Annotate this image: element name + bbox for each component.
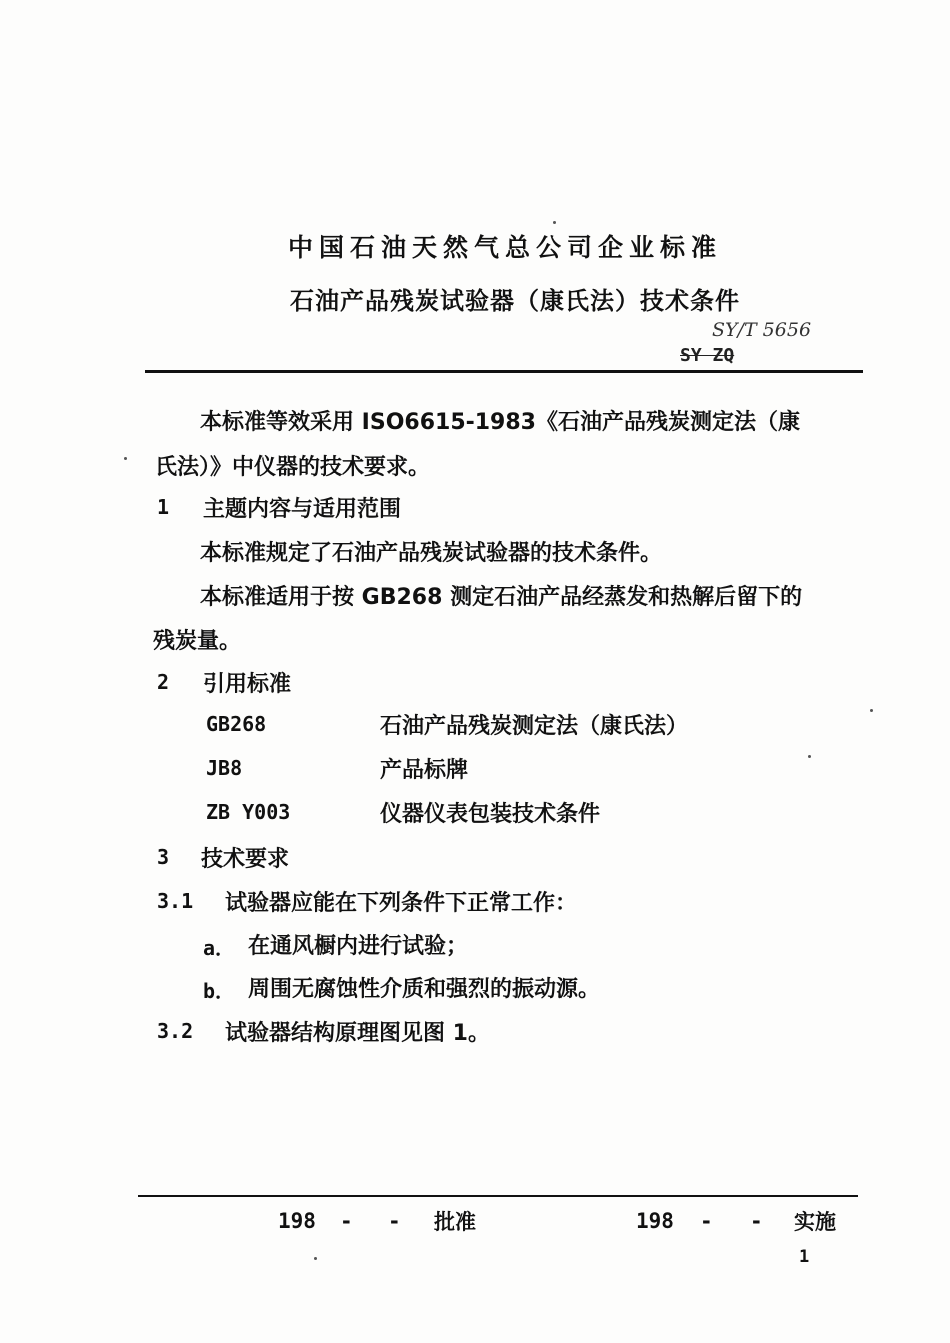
section-1-paragraph-1: 本标准规定了石油产品残炭试验器的技术条件。: [200, 541, 663, 566]
section-3-number: 3: [157, 845, 170, 869]
handwritten-standard-code: SY/T 5656: [712, 319, 812, 341]
reference-title: 产品标牌: [380, 758, 469, 783]
section-2-heading: 引用标准: [203, 672, 292, 697]
section-3-2-number: 3.2: [157, 1019, 194, 1043]
struck-standard-code: SY ZQ: [680, 345, 735, 366]
implementation-dash: -: [700, 1209, 713, 1233]
section-1-number: 1: [157, 495, 170, 519]
item-a-text: 在通风橱内进行试验；: [248, 934, 469, 959]
reference-code: JB8: [206, 756, 243, 780]
implementation-year: 198: [636, 1209, 674, 1233]
reference-title: 仪器仪表包装技术条件: [380, 802, 601, 827]
org-title: 中国石油天然气总公司企业标准: [288, 233, 723, 262]
section-1-paragraph-2-line-1: 本标准适用于按 GB268 测定石油产品经蒸发和热解后留下的: [200, 585, 803, 610]
section-1-heading: 主题内容与适用范围: [203, 497, 402, 522]
footer-rule: [138, 1195, 858, 1197]
doc-title: 石油产品残炭试验器（康氏法）技术条件: [290, 287, 740, 315]
scan-speck: [553, 221, 556, 224]
approved-dash: -: [340, 1209, 353, 1233]
scan-speck: [124, 457, 127, 460]
item-b-label: b．: [203, 979, 236, 1003]
section-3-1-text: 试验器应能在下列条件下正常工作：: [225, 891, 578, 916]
section-3-2-text: 试验器结构原理图见图 1。: [225, 1021, 490, 1046]
scan-speck: [808, 755, 811, 758]
implementation-dash: -: [750, 1209, 763, 1233]
item-b-text: 周围无腐蚀性介质和强烈的振动源。: [248, 977, 601, 1002]
scan-speck: [870, 709, 873, 712]
intro-line-1: 本标准等效采用 ISO6615-1983《石油产品残炭测定法（康: [200, 410, 800, 435]
approved-year: 198: [278, 1209, 316, 1233]
implementation-label: 实施: [794, 1210, 836, 1234]
approved-dash: -: [388, 1209, 401, 1233]
page-number: 1: [799, 1247, 810, 1267]
header-rule: [145, 370, 863, 373]
intro-line-2: 氏法）》中仪器的技术要求。: [155, 455, 431, 480]
section-3-heading: 技术要求: [201, 847, 290, 872]
section-2-number: 2: [157, 670, 170, 694]
section-3-1-number: 3.1: [157, 889, 194, 913]
section-1-paragraph-2-line-2: 残炭量。: [153, 629, 242, 654]
approved-label: 批准: [434, 1210, 476, 1234]
scan-speck: [314, 1257, 317, 1260]
reference-title: 石油产品残炭测定法（康氏法）: [380, 714, 689, 739]
reference-code: ZB Y003: [206, 800, 291, 824]
reference-code: GB268: [206, 712, 267, 736]
item-a-label: a．: [203, 936, 236, 960]
